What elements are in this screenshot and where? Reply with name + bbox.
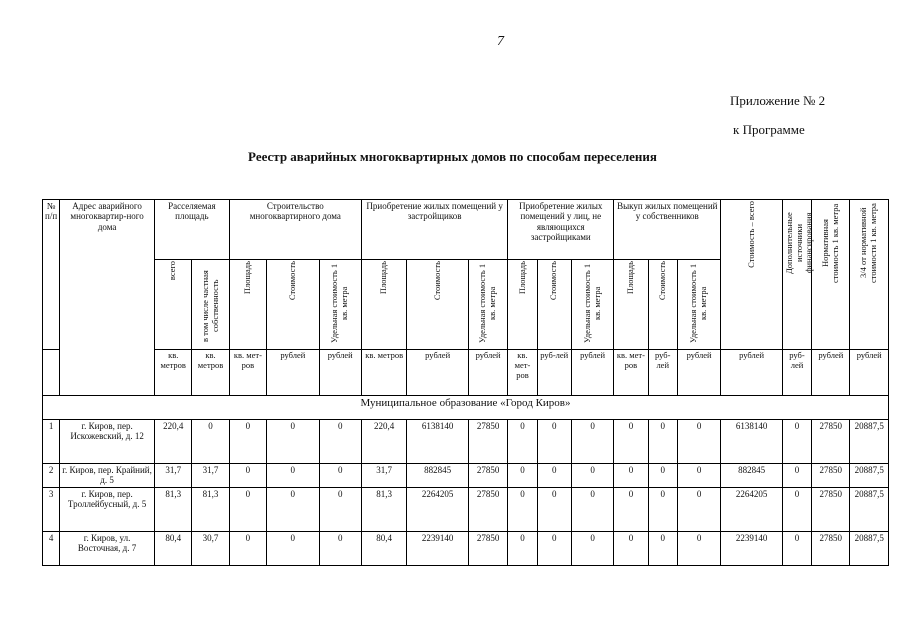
header-buyout: Выкуп жилых помещений у собственников — [614, 200, 721, 260]
cell-additional: 0 — [782, 488, 811, 532]
sub-total-cell — [155, 260, 192, 350]
unit-d-unit: рублей — [468, 350, 507, 396]
cell-c-unit: 0 — [319, 464, 361, 488]
sub-c-cost: Стоимость — [286, 261, 297, 301]
cell-cost-total: 2239140 — [721, 532, 783, 566]
unit-b-area: кв. мет-ров — [614, 350, 648, 396]
program-line: к Программе — [733, 122, 805, 137]
unit-c-unit: рублей — [319, 350, 361, 396]
cell-cost-total: 6138140 — [721, 420, 783, 464]
cell-b-area: 0 — [614, 464, 648, 488]
sub-b-unit: Удельная стоимость 1 кв. метра — [688, 263, 709, 343]
header-normative-cost: Нормативная стоимость 1 кв. метра — [820, 203, 840, 283]
sub-n-unit: Удельная стоимость 1 кв. метра — [581, 263, 602, 343]
cell-d-area: 31,7 — [361, 464, 406, 488]
cell-c-area: 0 — [229, 488, 266, 532]
sub-c-cost-cell — [267, 260, 319, 350]
unit-d-area: кв. метров — [361, 350, 406, 396]
sub-n-cost: Стоимость — [548, 261, 559, 301]
cell-d-cost: 2239140 — [407, 532, 469, 566]
sub-n-unit-cell — [571, 260, 613, 350]
sub-c-area-cell — [229, 260, 266, 350]
header-three-quarter: 3/4 от нормативной стоимости 1 кв. метра — [858, 203, 879, 283]
municipality-name: Муниципальное образование «Город Киров» — [43, 396, 889, 420]
sub-d-area: Площадь — [378, 261, 389, 295]
header-normative-cell — [812, 200, 850, 350]
row-number: 3 — [43, 488, 60, 532]
cell-d-area: 81,3 — [361, 488, 406, 532]
cell-b-area: 0 — [614, 532, 648, 566]
cell-n-unit: 0 — [571, 420, 613, 464]
header-row-units — [43, 350, 889, 396]
registry-table — [42, 199, 889, 566]
cell-c-area: 0 — [229, 464, 266, 488]
sub-c-unit-cell — [319, 260, 361, 350]
cell-c-cost: 0 — [267, 532, 319, 566]
cell-total: 220,4 — [155, 420, 192, 464]
header-purchase-non-developers: Приобретение жилых помещений у лиц, не являющихся застройщиками — [508, 200, 614, 260]
header-three-quarter-cell — [850, 200, 889, 350]
appendix-line: Приложение № 2 — [730, 93, 826, 108]
cell-c-unit: 0 — [319, 532, 361, 566]
header-resettled-area: Расселяемая площадь — [155, 200, 230, 260]
cell-n-cost: 0 — [537, 464, 571, 488]
table-row — [43, 420, 889, 464]
cell-b-unit: 0 — [677, 532, 720, 566]
cell-c-cost: 0 — [267, 420, 319, 464]
cell-n-area: 0 — [508, 464, 537, 488]
table-row — [43, 532, 889, 566]
sub-n-area-cell — [508, 260, 537, 350]
cell-d-unit: 27850 — [468, 532, 507, 566]
cell-additional: 0 — [782, 420, 811, 464]
sub-b-unit-cell — [677, 260, 720, 350]
sub-d-cost-cell — [407, 260, 469, 350]
cell-total: 31,7 — [155, 464, 192, 488]
cell-three-quarter: 20887,5 — [850, 464, 889, 488]
cell-private: 0 — [192, 420, 229, 464]
cell-total: 80,4 — [155, 532, 192, 566]
header-address: Адрес аварийного многоквартир-ного дома — [60, 200, 155, 396]
unit-c-cost: рублей — [267, 350, 319, 396]
cell-three-quarter: 20887,5 — [850, 488, 889, 532]
sub-total: всего — [167, 261, 178, 281]
cell-normative: 27850 — [812, 532, 850, 566]
sub-private-cell — [192, 260, 229, 350]
cell-c-area: 0 — [229, 420, 266, 464]
cell-cost-total: 882845 — [721, 464, 783, 488]
row-address: г. Киров, пер. Троллейбусный, д. 5 — [60, 488, 155, 532]
cell-three-quarter: 20887,5 — [850, 532, 889, 566]
page-number: 7 — [497, 34, 504, 49]
document-title: Реестр аварийных многоквартирных домов по способам переселения — [248, 149, 657, 164]
sub-b-area-cell — [614, 260, 648, 350]
unit-private: кв. метров — [192, 350, 229, 396]
cell-cost-total: 2264205 — [721, 488, 783, 532]
row-address: г. Киров, пер. Искожевский, д. 12 — [60, 420, 155, 464]
cell-three-quarter: 20887,5 — [850, 420, 889, 464]
unit-b-unit: рублей — [677, 350, 720, 396]
cell-b-area: 0 — [614, 420, 648, 464]
cell-c-unit: 0 — [319, 488, 361, 532]
cell-normative: 27850 — [812, 420, 850, 464]
cell-b-area: 0 — [614, 488, 648, 532]
sub-b-area: Площадь — [625, 261, 636, 295]
table-row — [43, 488, 889, 532]
header-construction: Строительство многоквартирного дома — [229, 200, 361, 260]
cell-private: 30,7 — [192, 532, 229, 566]
sub-d-area-cell — [361, 260, 406, 350]
cell-d-cost: 882845 — [407, 464, 469, 488]
cell-b-unit: 0 — [677, 488, 720, 532]
sub-c-area: Площадь — [242, 261, 252, 295]
data-rows — [43, 420, 889, 566]
sub-d-unit: Удельная стоимость 1 кв. метра — [477, 263, 498, 343]
cell-d-unit: 27850 — [468, 464, 507, 488]
cell-c-area: 0 — [229, 532, 266, 566]
header-cost-total: Стоимость – всего — [745, 201, 756, 268]
cell-c-cost: 0 — [267, 464, 319, 488]
row-address: г. Киров, пер. Крайний, д. 5 — [60, 464, 155, 488]
cell-n-cost: 0 — [537, 420, 571, 464]
header-no: № п/п — [43, 200, 60, 350]
cell-d-unit: 27850 — [468, 488, 507, 532]
sub-private: в том числе частная собственность — [199, 270, 220, 342]
unit-three-quarter: рублей — [850, 350, 889, 396]
cell-d-area: 220,4 — [361, 420, 406, 464]
sub-n-area: Площадь — [516, 261, 527, 295]
sub-c-unit: Удельная стоимость 1 кв. метра — [329, 263, 350, 343]
unit-normative: рублей — [812, 350, 850, 396]
unit-n-cost: руб-лей — [537, 350, 571, 396]
cell-total: 81,3 — [155, 488, 192, 532]
cell-b-cost: 0 — [648, 464, 677, 488]
cell-private: 81,3 — [192, 488, 229, 532]
sub-n-cost-cell — [537, 260, 571, 350]
cell-n-area: 0 — [508, 532, 537, 566]
cell-n-area: 0 — [508, 420, 537, 464]
cell-b-unit: 0 — [677, 420, 720, 464]
row-number: 2 — [43, 464, 60, 488]
unit-b-cost: руб-лей — [648, 350, 677, 396]
unit-additional: руб-лей — [782, 350, 811, 396]
header-additional-cell — [782, 200, 814, 350]
table-row — [43, 464, 889, 488]
unit-n-area: кв. мет-ров — [508, 350, 537, 396]
header-additional-sources: Дополнительные источники финансирования — [783, 212, 814, 274]
municipality-row — [43, 396, 889, 420]
cell-d-cost: 2264205 — [407, 488, 469, 532]
cell-b-cost: 0 — [648, 488, 677, 532]
cell-additional: 0 — [782, 464, 811, 488]
cell-additional: 0 — [782, 532, 811, 566]
cell-n-cost: 0 — [537, 532, 571, 566]
header-purchase-developers: Приобретение жилых помещений у застройщиков — [361, 200, 507, 260]
unit-cost-total: рублей — [721, 350, 783, 396]
sub-b-cost: Стоимость — [656, 261, 667, 301]
cell-c-unit: 0 — [319, 420, 361, 464]
sub-d-cost: Стоимость — [431, 261, 442, 301]
sub-d-unit-cell — [468, 260, 507, 350]
cell-c-cost: 0 — [267, 488, 319, 532]
cell-b-cost: 0 — [648, 532, 677, 566]
cell-d-area: 80,4 — [361, 532, 406, 566]
cell-b-cost: 0 — [648, 420, 677, 464]
unit-d-cost: рублей — [407, 350, 469, 396]
cell-n-unit: 0 — [571, 532, 613, 566]
row-number: 4 — [43, 532, 60, 566]
unit-c-area: кв. мет-ров — [229, 350, 266, 396]
unit-n-unit: рублей — [571, 350, 613, 396]
unit-total: кв. метров — [155, 350, 192, 396]
row-address: г. Киров, ул. Восточная, д. 7 — [60, 532, 155, 566]
cell-n-area: 0 — [508, 488, 537, 532]
cell-n-unit: 0 — [571, 488, 613, 532]
cell-normative: 27850 — [812, 464, 850, 488]
cell-d-unit: 27850 — [468, 420, 507, 464]
cell-private: 31,7 — [192, 464, 229, 488]
cell-b-unit: 0 — [677, 464, 720, 488]
cell-n-unit: 0 — [571, 464, 613, 488]
header-cost-total-cell — [721, 200, 783, 350]
cell-n-cost: 0 — [537, 488, 571, 532]
header-row-groups — [43, 200, 889, 260]
unit-no-empty — [43, 350, 60, 396]
row-number: 1 — [43, 420, 60, 464]
cell-normative: 27850 — [812, 488, 850, 532]
cell-d-cost: 6138140 — [407, 420, 469, 464]
sub-b-cost-cell — [648, 260, 677, 350]
